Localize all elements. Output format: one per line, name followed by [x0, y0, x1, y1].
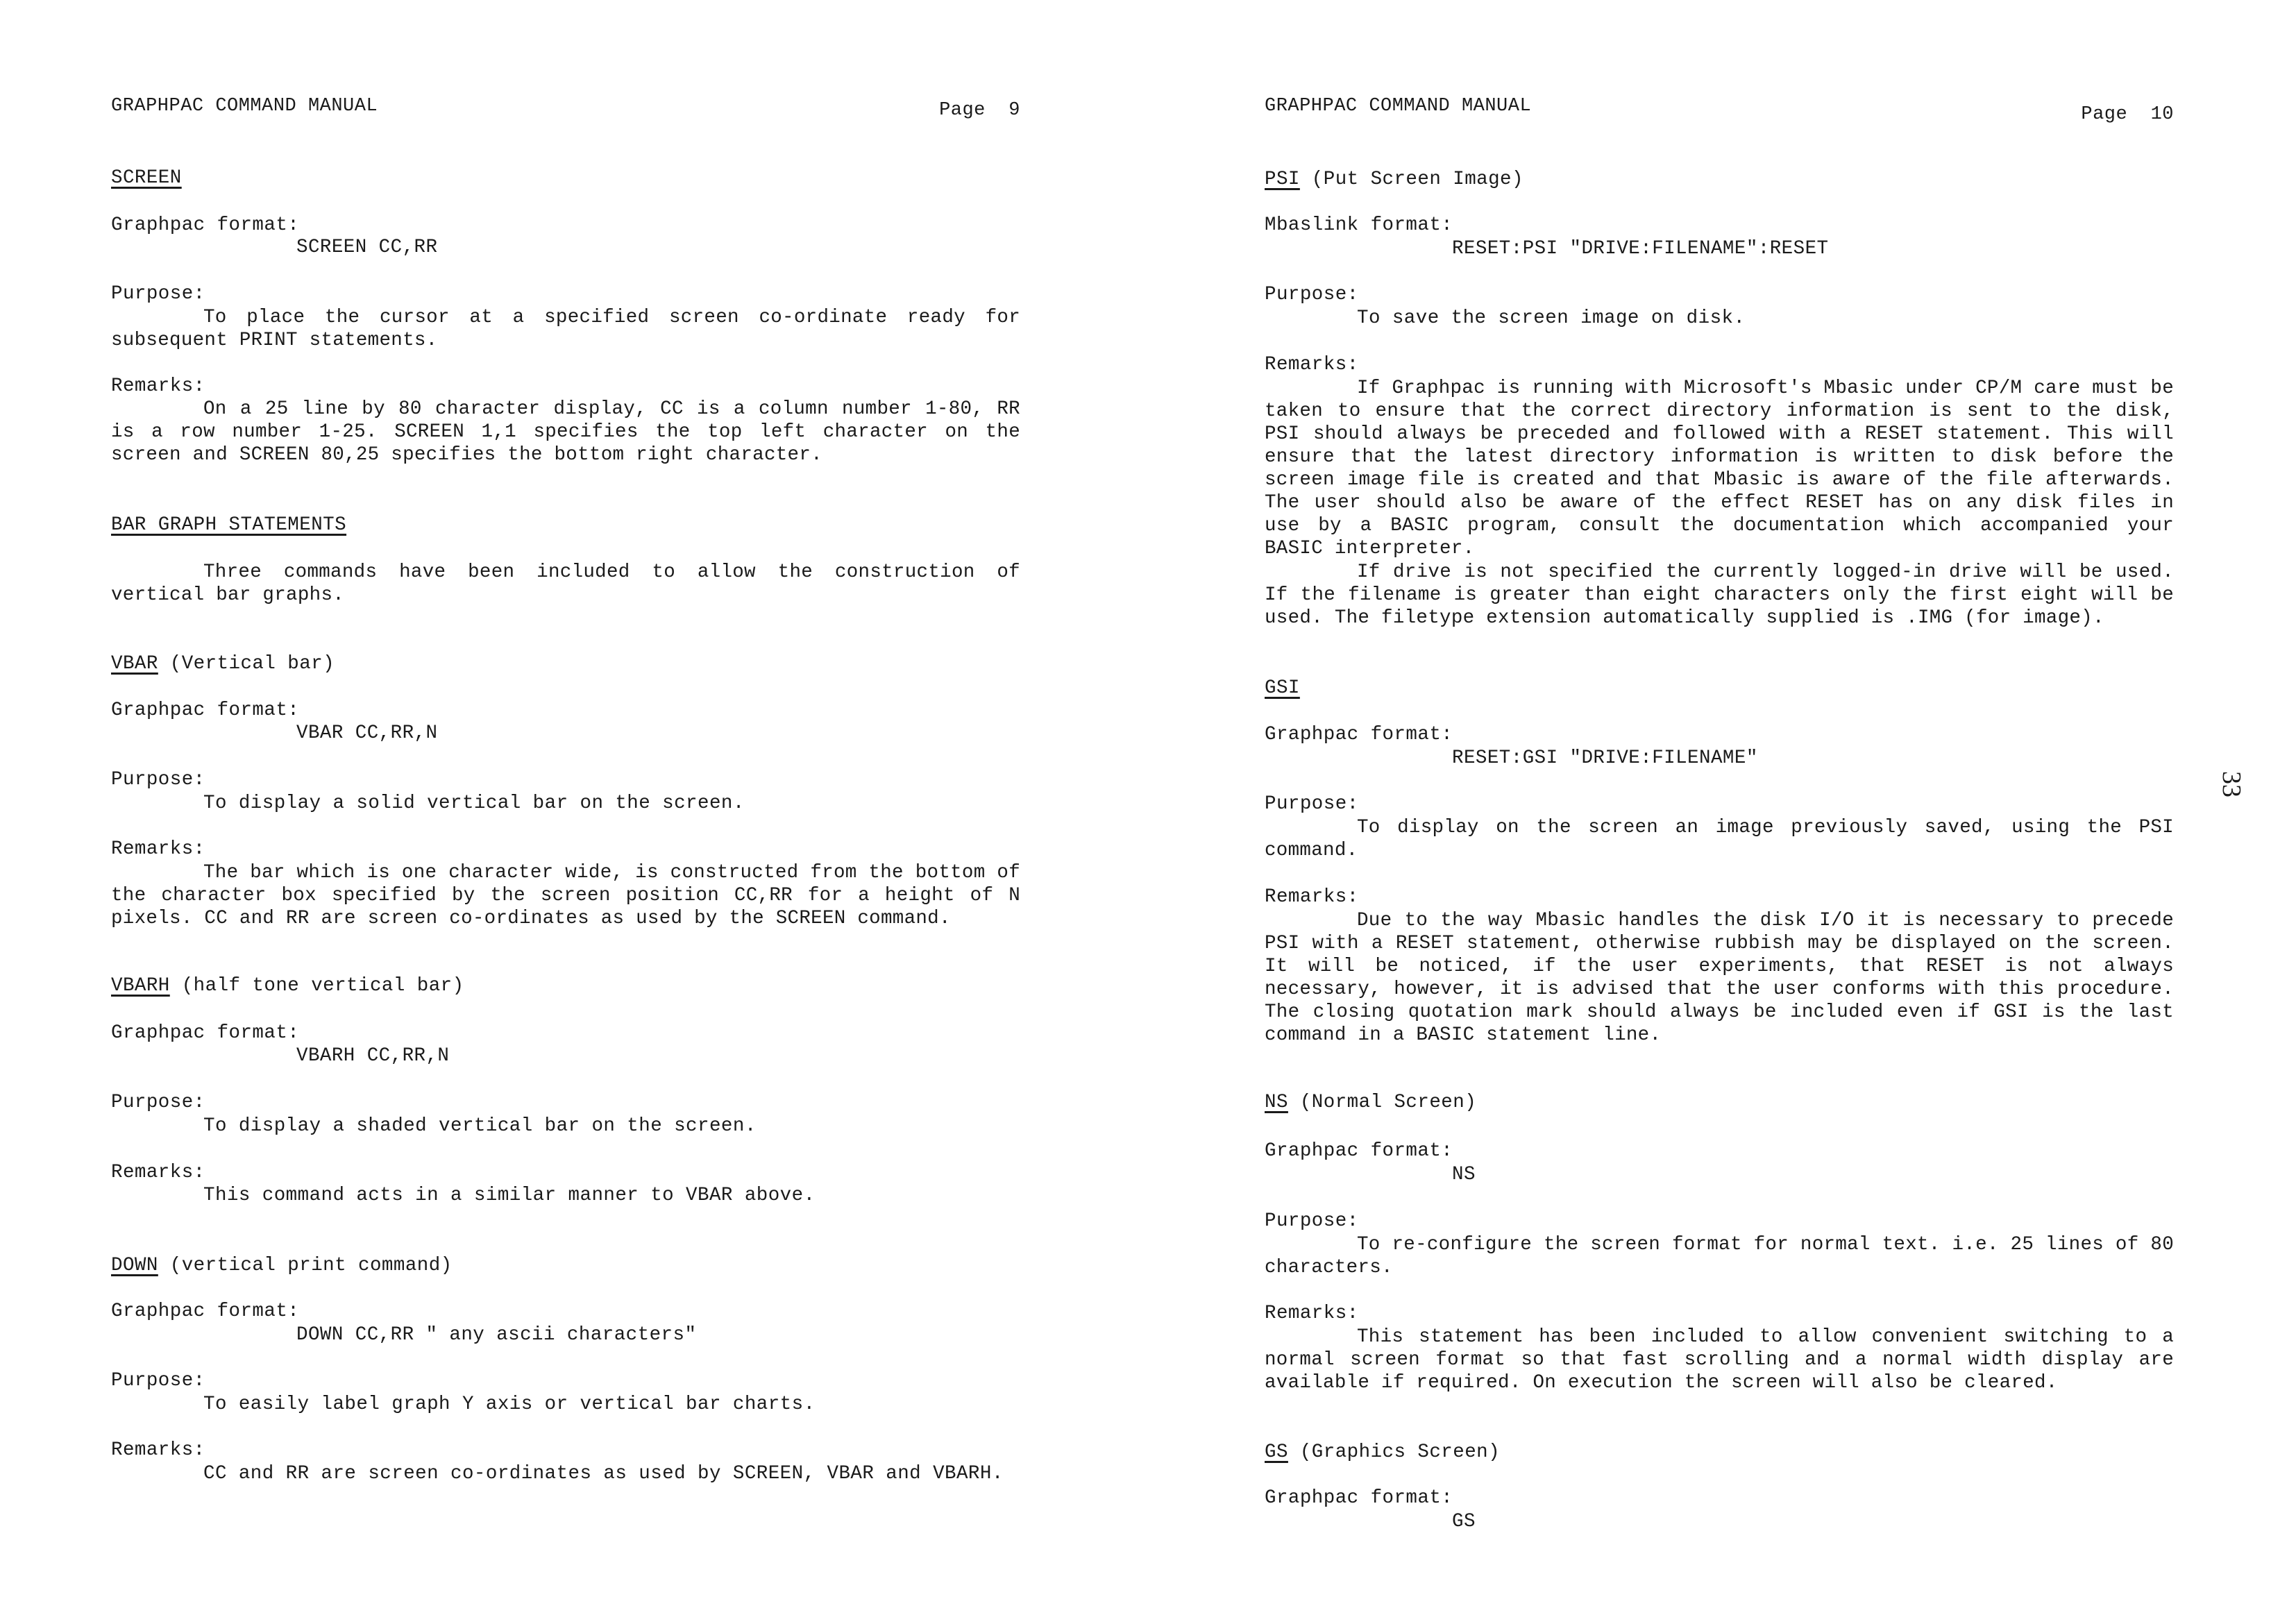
remarks-text: The bar which is one character wide, is constructed from the bottom of the character box specified by the screen position CC,RR for a height of N pixels. CC and RR are screen co-ordinates as used by the SCREEN command. [111, 862, 1020, 929]
page-header-title: GRAPHPAC COMMAND MANUAL [111, 96, 378, 117]
purpose-text: To re-configure the screen format for normal text. i.e. 25 lines of 80 characters. [1265, 1234, 2174, 1278]
format-label: Mbaslink format: [1265, 214, 1453, 236]
remarks-label: Remarks: [1265, 354, 1359, 375]
format-value: RESET:GSI "DRIVE:FILENAME" [1452, 747, 1758, 769]
page-number: Page 9 [939, 100, 1020, 121]
format-label: Graphpac format: [1265, 724, 1453, 745]
format-label: Graphpac format: [111, 214, 300, 236]
format-label: Graphpac format: [111, 1022, 300, 1044]
purpose-text: To display on the screen an image previously saved, using the PSI command. [1265, 817, 2174, 861]
section-heading-psi: PSI (Put Screen Image) [1265, 169, 1523, 190]
remarks-text: This command acts in a similar manner to VBAR above. [203, 1185, 816, 1206]
format-value: SCREEN CC,RR [296, 237, 438, 258]
purpose-label: Purpose: [1265, 1210, 1359, 1232]
command-name: BAR GRAPH STATEMENTS [111, 514, 347, 536]
format-label: Graphpac format: [111, 700, 300, 721]
remarks-label: Remarks: [1265, 1303, 1359, 1324]
format-value: VBAR CC,RR,N [296, 722, 438, 744]
format-value: DOWN CC,RR " any ascii characters" [296, 1324, 697, 1346]
section-heading-screen [111, 167, 182, 189]
purpose-label: Purpose: [1265, 793, 1359, 815]
remarks-label: Remarks: [1265, 886, 1359, 908]
remarks-text: Due to the way Mbasic handles the disk I/O it is necessary to precede PSI with a RESET statement, otherwise rubbish may be displayed on the screen. It will be noticed, if the user experiments, that RESET is not always necessary, however, it is advised that the user conforms with this procedure. The closing quotation mark should always be included even if GSI is the last command in a BASIC statement line. [1265, 910, 2174, 1046]
purpose-text: To save the screen image on disk. [1357, 307, 1746, 329]
section-heading-gs: GS (Graphics Screen) [1265, 1441, 1501, 1463]
section-heading-vbar: VBAR (Vertical bar) [111, 653, 335, 675]
purpose-text: To display a solid vertical bar on the screen. [203, 793, 745, 814]
remarks-text: On a 25 line by 80 character display, CC is a column number 1-80, RR is a row number 1-25. SCREEN 1,1 specifies the top left character on the screen and SCREEN 80,25 specifies the bottom right character. [111, 398, 1020, 466]
remarks-text-1: If Graphpac is running with Microsoft's Mbasic under CP/M care must be taken to ensure that the correct directory information is sent to the disk, PSI should always be preceded and followed with a RESET statement. This will ensure that the latest directory information is written to disk before the screen image file is created and that Mbasic is aware of the file afterwards. The user should also be aware of the effect RESET has on any disk files in use by a BASIC program, consult the documentation which accompanied your BASIC interpreter. [1265, 378, 2174, 559]
remarks-text: CC and RR are screen co-ordinates as used by SCREEN, VBAR and VBARH. [203, 1463, 1004, 1485]
remarks-text-2: If drive is not specified the currently logged-in drive will be used. If the filename is greater than eight characters only the first eight will be used. The filetype extension automatically supplied is .IMG (for image). [1265, 561, 2174, 629]
purpose-label: Purpose: [111, 283, 205, 305]
page-header-title: GRAPHPAC COMMAND MANUAL [1265, 96, 1532, 117]
command-name: SCREEN [111, 167, 182, 189]
command-name: VBARH [111, 975, 170, 997]
purpose-text: To display a shaded vertical bar on the screen. [203, 1115, 757, 1137]
remarks-label: Remarks: [111, 1439, 205, 1461]
format-value: RESET:PSI "DRIVE:FILENAME":RESET [1452, 238, 1829, 260]
remarks-text: This statement has been included to allow convenient switching to a normal screen format so that fast scrolling and a normal width display are available if required. On execution the screen will also be cleared. [1265, 1326, 2174, 1394]
section-heading-vbarh: VBARH (half tone vertical bar) [111, 975, 464, 997]
format-label: Graphpac format: [1265, 1140, 1453, 1162]
command-name: PSI [1265, 169, 1300, 190]
intro-text: Three commands have been included to allow the construction of vertical bar graphs. [111, 561, 1020, 606]
purpose-label: Purpose: [1265, 284, 1359, 305]
format-value: GS [1452, 1511, 1476, 1532]
format-value: VBARH CC,RR,N [296, 1045, 450, 1067]
remarks-label: Remarks: [111, 1162, 205, 1183]
section-heading-gsi [1265, 677, 1300, 700]
page-number: Page 10 [2081, 104, 2174, 125]
side-page-number: 33 [2217, 771, 2246, 797]
command-name: VBAR [111, 653, 158, 675]
format-label: Graphpac format: [1265, 1487, 1453, 1509]
command-name: GSI [1265, 677, 1300, 699]
section-heading-bar-graph [111, 514, 346, 536]
remarks-label: Remarks: [111, 838, 205, 860]
command-name: DOWN [111, 1255, 158, 1276]
command-name: GS [1265, 1441, 1288, 1463]
section-heading-down: DOWN (vertical print command) [111, 1255, 453, 1276]
command-name: NS [1265, 1092, 1288, 1113]
format-value: NS [1452, 1164, 1476, 1185]
purpose-label: Purpose: [111, 1370, 205, 1392]
remarks-label: Remarks: [111, 375, 205, 397]
purpose-label: Purpose: [111, 1092, 205, 1113]
format-label: Graphpac format: [111, 1301, 300, 1322]
purpose-text: To place the cursor at a specified screen co-ordinate ready for subsequent PRINT statements. [111, 307, 1020, 351]
purpose-label: Purpose: [111, 769, 205, 790]
section-heading-ns: NS (Normal Screen) [1265, 1092, 1477, 1113]
purpose-text: To easily label graph Y axis or vertical bar charts. [203, 1394, 816, 1415]
